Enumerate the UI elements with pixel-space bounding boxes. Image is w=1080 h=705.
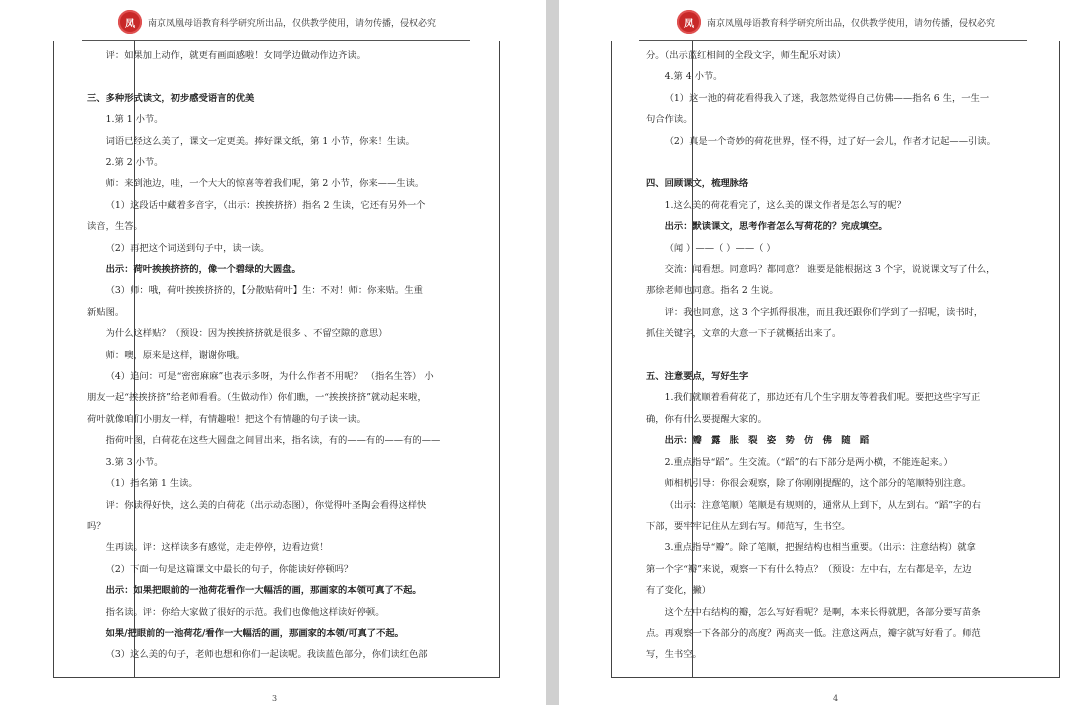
text-line: （2）下面一句是这篇课文中最长的句子，你能读好停顿吗？ [105,563,354,575]
text-line: 3.第 3 小节。 [105,456,164,468]
text-line: 交流：闻看想。同意吗？都同意？ 谁要是能根据这 3 个字，说说课文写了什么， [664,264,996,276]
page-header [118,8,436,36]
page-gutter [546,0,559,705]
text-line: 出示：瓣 露 胀 裂 姿 势 仿 佛 随 蹈 [664,435,870,447]
text-line: 评：如果加上动作，就更有画面感啦！女同学边做动作边齐读。 [105,50,366,61]
text-line: 生再读。评：这样读多有感觉，走走停停，边看边赏！ [105,542,329,554]
text-line: （4）追问：可是“密密麻麻”也表示多呀，为什么作者不用呢？ （指名生答） 小 [105,371,434,383]
text-line: 4.第 4 小节。 [664,71,723,83]
publisher-seal-icon: 凤 [677,10,701,34]
text-line: 分。（出示蓝红相间的全段文字，师生配乐对读） [646,50,846,61]
text-line: 评：我也同意，这 3 个字抓得很准，而且我还跟你们学到了一招呢，读书时， [664,306,984,318]
text-line: （3）这么美的句子，老师也想和你们一起读呢。我读蓝色部分，你们读红色部 [105,649,428,661]
blank-line [87,66,540,87]
text-line: 吗？ [87,520,106,532]
text-line: 师相机引导：你很会观察，除了你刚刚提醒的，这个部分的笔顺特别注意。 [664,478,972,490]
page-header [677,8,995,36]
text-line: 出示：荷叶挨挨挤挤的，像一个碧绿的大圆盘。 [105,264,301,276]
text-line: 1.这么美的荷花看完了，这么美的课文作者是怎么写的呢？ [664,199,906,211]
text-line: 如果/把眼前的一池荷花/看作一大幅活的画，那画家的本领/可真了不起。 [105,627,404,639]
lesson-content [87,45,540,705]
text-line: 读音，生答。 [87,221,143,233]
text-line: 朋友一起“挨挨挤挤”给老师看看。（生做动作）你们瞧，一“挨挨挤挤”就动起来啦， [87,392,427,404]
text-line: 2.第 2 小节。 [105,157,164,169]
text-line: 下部，要牢牢记住从左到右写。师范写，生书空。 [646,520,851,532]
section-heading: 四、回顾课文，梳理脉络 [646,178,749,190]
text-line: 第一个字“瓣”来说，观察一下有什么特点？（预设：左中右，左右都是辛，左边 [646,563,972,575]
text-line: 荷叶就像咱们小朋友一样，有情趣啦！把这个有情趣的句子读一读。 [87,413,366,425]
text-line: 点。再观察一下各部分的高度？两高夹一低。注意这两点，瓣字就写好看了。师范 [646,627,981,639]
text-line: 指荷叶图，白荷花在这些大圆盘之间冒出来，指名读，有的——有的——有的—— [105,435,441,447]
publisher-seal-icon: 凤 [118,10,142,34]
header-text: 南京凤凰母语教育科学研究所出品，仅供教学使用，请勿传播，侵权必究 [148,18,437,29]
text-line: （2）真是一个奇妙的荷花世界，怪不得，过了好一会儿，作者才记起——引读。 [664,135,996,147]
text-line: 师：来到池边，哇，一个大大的惊喜等着我们呢，第 2 小节，你来——生读。 [105,178,425,190]
text-line: 1.我们就顺着看荷花了，那边还有几个生字朋友等着我们呢。要把这些字写正 [664,392,981,404]
text-line: 师：噢，原来是这样，谢谢你哦。 [105,349,246,361]
text-line: （闻 ）——（ ）——（ ） [664,242,776,254]
text-line: 确，你有什么要提醒大家的。 [646,413,767,425]
text-line: （1）这段话中藏着多音字，（出示：挨挨挤挤）指名 2 生读，它还有另外一个 [105,199,426,211]
text-line: （1）这一池的荷花看得我入了迷，我忽然觉得自己仿佛——指名 6 生，一生一 [664,92,990,104]
text-line: 出示：默读课文，思考作者怎么写荷花的？完成填空。 [664,221,888,233]
page-number: 4 [833,694,839,703]
text-line: 指名读。评：你给大家做了很好的示范。我们也像他这样读好停顿。 [105,606,385,618]
text-line: 评：你读得好快，这么美的白荷花（出示动态图），你觉得叶圣陶会看得这样快 [105,499,427,511]
text-line: 那徐老师也同意。指名 2 生说。 [646,285,779,297]
blank-line [646,152,1074,173]
text-line: （3）师：哦，荷叶挨挨挤挤的，【分散贴荷叶】生：不对！师：你来贴。生重 [105,285,423,297]
section-heading: 五、注意要点，写好生字 [646,371,749,383]
text-line: 3.重点指导“瓣”。除了笔顺，把握结构也相当重要。（出示：注意结构）就拿 [664,542,976,554]
text-line: 有了变化，撇） [646,585,712,597]
text-line: 写，生书空。 [646,649,702,661]
text-line: 句合作读。 [646,114,693,126]
text-line: 为什么这样贴？（预设：因为挨挨挤挤就是很多 、不留空隙的意思） [105,328,388,340]
lesson-content [646,45,1074,705]
page-number: 3 [272,694,278,703]
section-heading: 三、多种形式读文，初步感受语言的优美 [87,92,255,104]
header-text: 南京凤凰母语教育科学研究所出品，仅供教学使用，请勿传播，侵权必究 [707,18,996,29]
document-page-right [559,0,1080,705]
text-line: 这个左中右结构的瓣，怎么写好看呢？是啊，本来长得就肥，各部分要写苗条 [664,606,981,618]
blank-line [646,345,1074,366]
text-line: 新贴图。 [87,306,125,318]
text-line: 2.重点指导“蹈”。生交流。（“蹈”的右下部分是两小横，不能连起来。） [664,456,953,468]
text-line: 出示：如果把眼前的一池荷花看作一大幅活的画，那画家的本领可真了不起。 [105,585,422,597]
text-line: 抓住关键字，文章的大意一下子就概括出来了。 [646,328,842,340]
text-line: （1）指名第 1 生读。 [105,478,198,490]
text-line: （2）再把这个词送到句子中，读一读。 [105,242,270,254]
text-line: 词语已经这么美了，课文一定更美。捧好课文纸，第 1 小节，你来！生读。 [105,135,415,147]
text-line: （出示：注意笔顺）笔顺是有规则的，通常从上到下，从左到右。“蹈”字的右 [664,499,981,511]
text-line: 1.第 1 小节。 [105,114,164,126]
